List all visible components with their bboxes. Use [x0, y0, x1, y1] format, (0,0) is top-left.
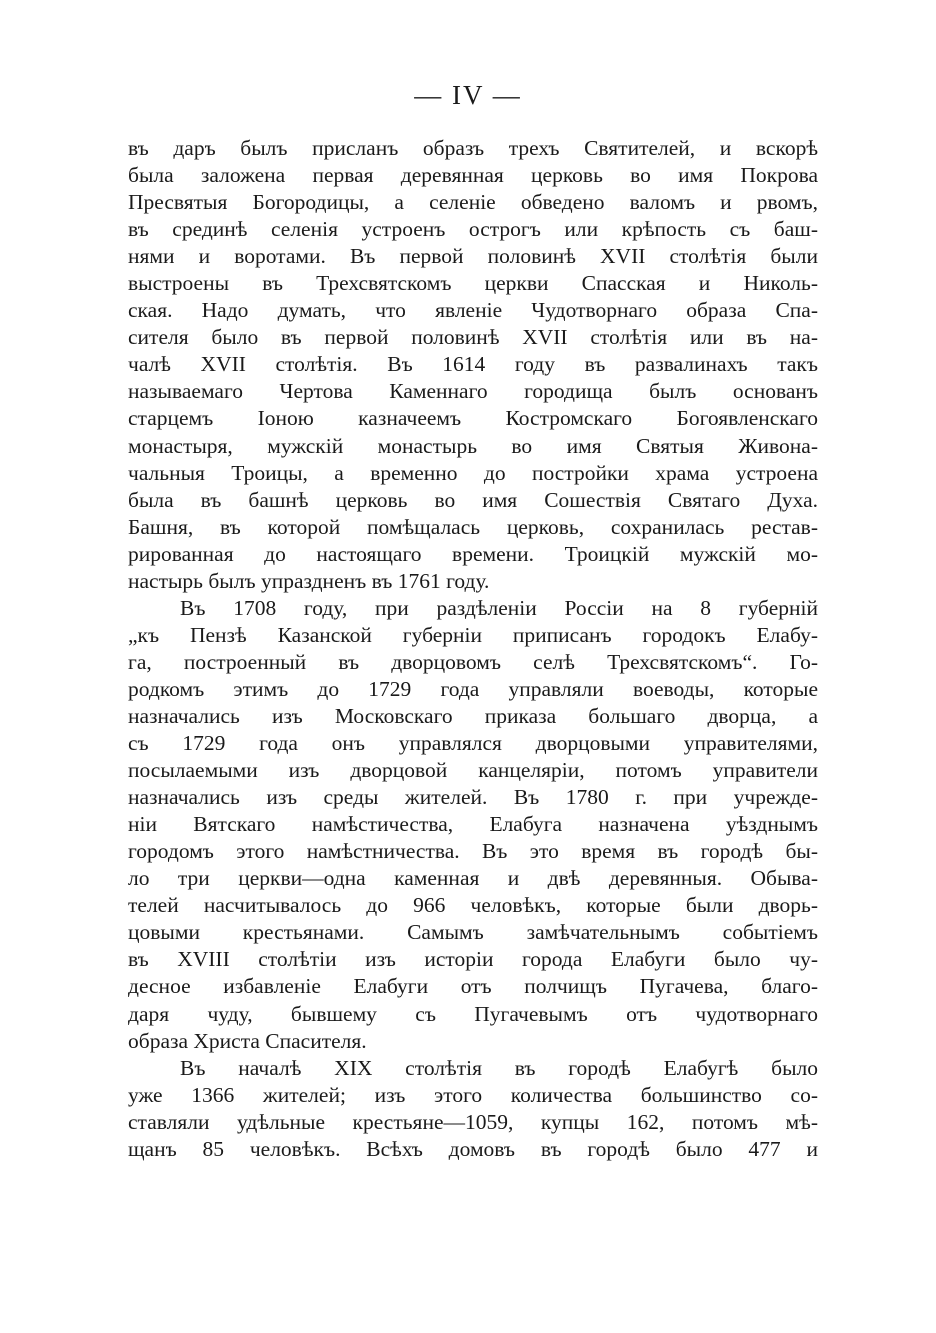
text-line: „къ Пензѣ Казанской губерніи приписанъ городокъ Елабу-: [128, 622, 818, 647]
text-line: городомъ этого намѣстничества. Въ это время въ городѣ бы-: [128, 839, 818, 864]
paragraph-2: [128, 595, 818, 1055]
text-line: Башня, въ которой помѣщалась церковь, сохранилась рестав-: [128, 514, 818, 539]
paragraph-3: [128, 1055, 818, 1163]
text-line: рированная до настоящаго времени. Троицкій мужскій мо-: [128, 541, 818, 566]
text-line: настырь былъ упраздненъ въ 1761 году.: [128, 568, 490, 593]
text-line: ло три церкви—одна каменная и двѣ деревянныя. Обыва-: [128, 866, 818, 891]
text-line: ская. Надо думать, что явленіе Чудотворнаго образа Спа-: [128, 298, 818, 323]
body-text: [128, 135, 818, 1163]
text-line: чалѣ XVII столѣтія. Въ 1614 году въ развалинахъ такъ: [128, 352, 818, 377]
text-line: Пресвятыя Богородицы, а селеніе обведено валомъ и рвомъ,: [128, 190, 818, 215]
text-line: посылаемыми изъ дворцовой канцеляріи, потомъ управители: [128, 758, 818, 783]
text-line: чальныя Троицы, а временно до постройки храма устроена: [128, 460, 818, 485]
text-line: уже 1366 жителей; изъ этого количества большинство со-: [128, 1082, 818, 1107]
text-line: десное избавленіе Елабуги отъ полчищъ Пугачева, благо-: [128, 974, 818, 999]
text-line: назначались изъ среды жителей. Въ 1780 г. при учрежде-: [128, 785, 818, 810]
text-line: Въ началѣ XIX столѣтія въ городѣ Елабугѣ было: [180, 1055, 818, 1080]
text-line: была заложена первая деревянная церковь во имя Покрова: [128, 163, 818, 188]
text-line: сителя было въ первой половинѣ XVII столѣтія или въ на-: [128, 325, 818, 350]
text-line: нями и воротами. Въ первой половинѣ XVII столѣтія были: [128, 244, 818, 269]
text-line: цовыми крестьянами. Самымъ замѣчательнымъ событіемъ: [128, 920, 818, 945]
text-line: старцемъ Іоною казначеемъ Костромскаго Богоявленскаго: [128, 406, 818, 431]
text-line: щанъ 85 человѣкъ. Всѣхъ домовъ въ городѣ было 477 и: [128, 1136, 818, 1161]
text-line: ніи Вятскаго намѣстичества, Елабуга назначена уѣзднымъ: [128, 812, 818, 837]
text-line: съ 1729 года онъ управлялся дворцовыми управителями,: [128, 731, 818, 756]
text-line: называемаго Чертова Каменнаго городища былъ основанъ: [128, 379, 818, 404]
text-line: ставляли удѣльные крестьяне—1059, купцы 162, потомъ мѣ-: [128, 1109, 818, 1134]
text-line: назначались изъ Московскаго приказа большаго дворца, а: [128, 703, 818, 728]
text-line: монастыря, мужскій монастырь во имя Святыя Живона-: [128, 433, 818, 458]
text-line: была въ башнѣ церковь во имя Сошествія Святаго Духа.: [128, 487, 818, 512]
text-line: въ даръ былъ присланъ образъ трехъ Святителей, и вскорѣ: [128, 136, 818, 160]
text-line: родкомъ этимъ до 1729 года управляли воеводы, которые: [128, 676, 818, 701]
paragraph-1: [128, 135, 818, 595]
text-line: даря чуду, бывшему съ Пугачевымъ отъ чудотворнаго: [128, 1001, 818, 1026]
text-line: телей насчитывалось до 966 человѣкъ, которые были дворь-: [128, 893, 818, 918]
text-line: выстроены въ Трехсвятскомъ церкви Спасская и Николь-: [128, 271, 818, 296]
text-line: въ XVIII столѣтіи изъ исторіи города Елабуги было чу-: [128, 947, 818, 972]
text-line: въ срединѣ селенія устроенъ острогъ или крѣпость съ баш-: [128, 217, 818, 242]
page-number: — IV —: [414, 80, 522, 110]
text-line: образа Христа Спасителя.: [128, 1028, 367, 1053]
text-line: га, построенный въ дворцовомъ селѣ Трехсвятскомъ“. Го-: [128, 649, 818, 674]
text-line: Въ 1708 году, при раздѣленіи Россіи на 8 губерній: [180, 595, 818, 620]
